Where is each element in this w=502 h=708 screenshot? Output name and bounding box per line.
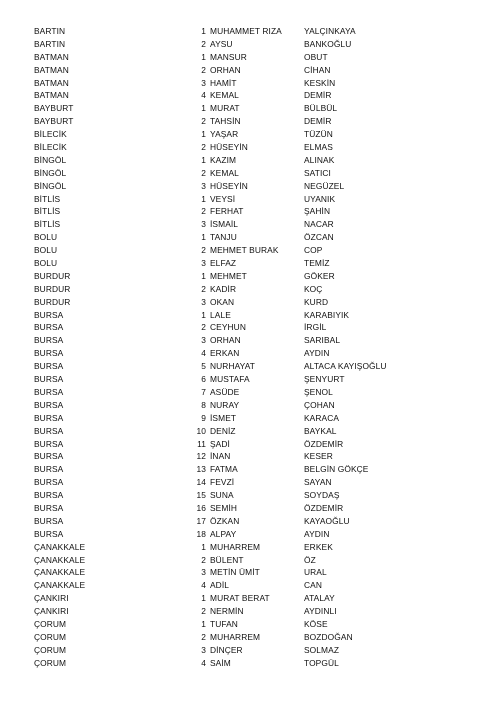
first-name-cell: SAİM <box>210 657 231 668</box>
rank-cell: 16 <box>196 502 206 513</box>
city-cell: BURSA <box>34 464 64 475</box>
first-name-cell: VEYSİ <box>210 193 236 204</box>
surname-cell: KAYAOĞLU <box>304 515 350 526</box>
first-name-cell: KEMAL <box>210 90 239 101</box>
rank-cell: 1 <box>201 541 206 552</box>
rank-cell: 2 <box>201 554 206 565</box>
city-cell: ÇANAKKALE <box>34 580 86 591</box>
rank-cell: 1 <box>201 309 206 320</box>
rank-cell: 1 <box>201 270 206 281</box>
city-cell: ÇANKIRI <box>34 593 69 604</box>
surname-cell: TOPGÜL <box>304 657 339 668</box>
rank-cell: 15 <box>196 490 206 501</box>
rank-cell: 11 <box>197 438 206 449</box>
surname-cell: ERKEK <box>304 541 333 552</box>
rank-cell: 2 <box>201 64 206 75</box>
first-name-cell: HÜSEYİN <box>210 142 248 153</box>
rank-cell: 1 <box>201 232 206 243</box>
city-cell: BURSA <box>34 528 64 539</box>
first-name-cell: İSMAİL <box>210 219 239 230</box>
city-cell: BİLECİK <box>34 129 67 140</box>
surname-cell: KARABIYIK <box>304 309 350 320</box>
surname-cell: CAN <box>304 580 322 591</box>
rank-cell: 2 <box>201 322 206 333</box>
city-cell: BOLU <box>34 258 58 269</box>
city-cell: BURDUR <box>34 296 71 307</box>
city-cell: BATMAN <box>34 90 69 101</box>
first-name-cell: SEMİH <box>210 502 238 513</box>
rank-cell: 5 <box>201 361 206 372</box>
rank-cell: 2 <box>201 245 206 256</box>
city-cell: ÇANAKKALE <box>34 554 86 565</box>
rank-cell: 14 <box>196 477 206 488</box>
surname-cell: ELMAS <box>304 142 333 153</box>
first-name-cell: ELFAZ <box>210 258 237 269</box>
rank-cell: 2 <box>201 283 206 294</box>
first-name-cell: METİN ÜMİT <box>210 567 260 578</box>
surname-cell: CİHAN <box>304 64 331 75</box>
surname-cell: OBUT <box>304 51 328 62</box>
city-cell: BURSA <box>34 335 64 346</box>
surname-cell: ATALAY <box>304 593 335 604</box>
first-name-cell: MANSUR <box>210 51 247 62</box>
city-cell: BURSA <box>34 412 64 423</box>
surname-cell: SARIBAL <box>304 335 341 346</box>
city-cell: BAYBURT <box>34 103 74 114</box>
first-name-cell: ASÜDE <box>210 386 240 397</box>
city-cell: BURSA <box>34 399 64 410</box>
city-cell: ÇANKIRI <box>34 606 69 617</box>
city-cell: BİTLİS <box>34 193 61 204</box>
surname-cell: DEMİR <box>304 90 332 101</box>
surname-cell: AYDINLI <box>304 606 337 617</box>
surname-cell: DEMİR <box>304 116 332 127</box>
first-name-cell: LALE <box>210 309 231 320</box>
surname-cell: SAYAN <box>304 477 332 488</box>
rank-cell: 3 <box>201 77 206 88</box>
surname-cell: KESKİN <box>304 77 336 88</box>
surname-cell: KOÇ <box>304 283 323 294</box>
surname-cell: SOLMAZ <box>304 644 340 655</box>
rank-cell: 1 <box>201 593 206 604</box>
rank-cell: 18 <box>196 528 206 539</box>
rank-cell: 4 <box>201 348 206 359</box>
city-cell: BURSA <box>34 322 64 333</box>
city-cell: BARTIN <box>34 26 66 36</box>
first-name-cell: KADİR <box>210 283 237 294</box>
rank-cell: 3 <box>201 296 206 307</box>
first-name-cell: HAMİT <box>210 77 237 88</box>
first-name-cell: KAZIM <box>210 154 237 165</box>
city-cell: BURSA <box>34 309 64 320</box>
rank-cell: 12 <box>196 451 206 462</box>
surname-cell: ÖZDEMİR <box>304 502 344 513</box>
rank-cell: 13 <box>196 464 206 475</box>
rank-cell: 17 <box>196 515 206 526</box>
rank-cell: 3 <box>201 219 206 230</box>
city-cell: BİLECİK <box>34 142 67 153</box>
first-name-cell: DİNÇER <box>210 644 243 655</box>
first-name-cell: BÜLENT <box>210 554 244 565</box>
city-cell: BİTLİS <box>34 206 61 217</box>
city-cell: BURDUR <box>34 283 71 294</box>
first-name-cell: KEMAL <box>210 167 239 178</box>
surname-cell: BÜLBÜL <box>304 103 338 114</box>
rank-cell: 9 <box>201 412 206 423</box>
first-name-cell: TUFAN <box>210 618 238 629</box>
rank-cell: 6 <box>201 374 206 385</box>
surname-cell: BAYKAL <box>304 425 337 436</box>
first-name-cell: MUHARREM <box>210 541 261 552</box>
first-name-cell: FATMA <box>210 464 238 475</box>
first-name-cell: MEHMET <box>210 270 247 281</box>
surname-cell: BANKOĞLU <box>304 38 352 49</box>
first-name-cell: ÖZKAN <box>210 515 240 526</box>
first-name-cell: YAŞAR <box>210 129 239 140</box>
surname-cell: ALINAK <box>304 154 335 165</box>
first-name-cell: NURAY <box>210 399 240 410</box>
surname-cell: COP <box>304 245 323 256</box>
city-cell: BURSA <box>34 361 64 372</box>
surname-cell: ÖZCAN <box>304 232 334 243</box>
rank-cell: 3 <box>201 567 206 578</box>
first-name-cell: SUNA <box>210 490 234 501</box>
surname-cell: BOZDOĞAN <box>304 631 353 642</box>
first-name-cell: TAHSİN <box>210 116 241 127</box>
surname-cell: KURD <box>304 296 329 307</box>
surname-cell: YALÇINKAYA <box>304 26 356 36</box>
rank-cell: 2 <box>201 631 206 642</box>
city-cell: BURDUR <box>34 270 71 281</box>
rank-cell: 1 <box>201 154 206 165</box>
first-name-cell: HÜSEYİN <box>210 180 248 191</box>
rank-cell: 1 <box>201 129 206 140</box>
rank-cell: 3 <box>201 335 206 346</box>
city-cell: BİTLİS <box>34 219 61 230</box>
surname-cell: BELGİN GÖKÇE <box>304 464 369 475</box>
rank-cell: 1 <box>201 618 206 629</box>
first-name-cell: MURAT <box>210 103 240 114</box>
first-name-cell: MUSTAFA <box>210 374 250 385</box>
surname-cell: ALTACA KAYIŞOĞLU <box>304 361 387 372</box>
rank-cell: 2 <box>201 167 206 178</box>
city-cell: BİNGÖL <box>34 180 67 191</box>
surname-cell: NEGÜZEL <box>304 180 345 191</box>
first-name-cell: ERKAN <box>210 348 240 359</box>
first-name-cell: MUHARREM <box>210 631 261 642</box>
first-name-cell: ORHAN <box>210 64 241 75</box>
surname-cell: İRGİL <box>304 322 327 333</box>
city-cell: BİNGÖL <box>34 167 67 178</box>
surname-cell: SATICI <box>304 167 331 178</box>
first-name-cell: ALPAY <box>210 528 237 539</box>
rank-cell: 4 <box>201 90 206 101</box>
surname-cell: NACAR <box>304 219 334 230</box>
city-cell: BURSA <box>34 502 64 513</box>
city-cell: ÇORUM <box>34 657 67 668</box>
first-name-cell: CEYHUN <box>210 322 246 333</box>
rank-cell: 7 <box>201 386 206 397</box>
surname-cell: URAL <box>304 567 327 578</box>
city-cell: BURSA <box>34 425 64 436</box>
surname-cell: GÖKER <box>304 270 335 281</box>
first-name-cell: İSMET <box>210 412 237 423</box>
rank-cell: 3 <box>201 644 206 655</box>
city-cell: ÇANAKKALE <box>34 567 86 578</box>
city-cell: BATMAN <box>34 77 69 88</box>
city-cell: ÇORUM <box>34 644 67 655</box>
surname-cell: ŞAHİN <box>304 206 331 217</box>
city-cell: BATMAN <box>34 51 69 62</box>
surname-cell: TÜZÜN <box>304 129 333 140</box>
city-cell: BURSA <box>34 490 64 501</box>
rank-cell: 2 <box>201 116 206 127</box>
rank-cell: 2 <box>201 38 206 49</box>
surname-cell: KÖSE <box>304 618 328 629</box>
rank-cell: 2 <box>201 606 206 617</box>
city-cell: ÇANAKKALE <box>34 541 86 552</box>
first-name-cell: FERHAT <box>210 206 244 217</box>
city-cell: ÇORUM <box>34 631 67 642</box>
first-name-cell: FEVZİ <box>210 477 235 488</box>
rank-cell: 1 <box>201 26 206 36</box>
city-cell: BURSA <box>34 348 64 359</box>
first-name-cell: MEHMET BURAK <box>210 245 279 256</box>
rank-cell: 3 <box>201 180 206 191</box>
rank-cell: 1 <box>201 51 206 62</box>
first-name-cell: NURHAYAT <box>210 361 255 372</box>
rank-cell: 2 <box>201 142 206 153</box>
surname-cell: ÖZ <box>304 554 316 565</box>
first-name-cell: ORHAN <box>210 335 241 346</box>
first-name-cell: ADİL <box>210 580 230 591</box>
first-name-cell: ŞADİ <box>210 438 230 449</box>
city-cell: BURSA <box>34 477 64 488</box>
city-cell: BATMAN <box>34 64 69 75</box>
city-cell: BURSA <box>34 374 64 385</box>
surname-cell: TEMİZ <box>304 258 330 269</box>
city-cell: BOLU <box>34 245 58 256</box>
city-cell: BURSA <box>34 438 64 449</box>
rank-cell: 4 <box>201 580 206 591</box>
rank-cell: 1 <box>201 193 206 204</box>
surname-cell: ÖZDEMİR <box>304 438 344 449</box>
surname-cell: ŞENOL <box>304 386 333 397</box>
city-cell: BOLU <box>34 232 58 243</box>
surname-cell: UYANIK <box>304 193 336 204</box>
surname-cell: KESER <box>304 451 333 462</box>
first-name-cell: TANJU <box>210 232 237 243</box>
first-name-cell: AYSU <box>210 38 233 49</box>
first-name-cell: MUHAMMET RIZA <box>210 26 282 36</box>
first-name-cell: İNAN <box>210 451 231 462</box>
first-name-cell: DENİZ <box>210 425 236 436</box>
surname-cell: SOYDAŞ <box>304 490 340 501</box>
city-cell: BAYBURT <box>34 116 74 127</box>
surname-cell: AYDIN <box>304 348 330 359</box>
city-cell: BURSA <box>34 451 64 462</box>
rank-cell: 10 <box>196 425 206 436</box>
city-cell: BİNGÖL <box>34 154 67 165</box>
surname-cell: ÇOHAN <box>304 399 335 410</box>
first-name-cell: MURAT BERAT <box>210 593 270 604</box>
city-cell: ÇORUM <box>34 618 67 629</box>
rank-cell: 8 <box>201 399 206 410</box>
first-name-cell: NERMİN <box>210 606 244 617</box>
surname-cell: AYDIN <box>304 528 330 539</box>
surname-cell: ŞENYURT <box>304 374 345 385</box>
surname-cell: KARACA <box>304 412 340 423</box>
rank-cell: 2 <box>201 206 206 217</box>
rank-cell: 3 <box>201 258 206 269</box>
first-name-cell: OKAN <box>210 296 235 307</box>
city-cell: BURSA <box>34 515 64 526</box>
rank-cell: 1 <box>201 103 206 114</box>
rank-cell: 4 <box>201 657 206 668</box>
city-cell: BURSA <box>34 386 64 397</box>
city-cell: BARTIN <box>34 38 66 49</box>
